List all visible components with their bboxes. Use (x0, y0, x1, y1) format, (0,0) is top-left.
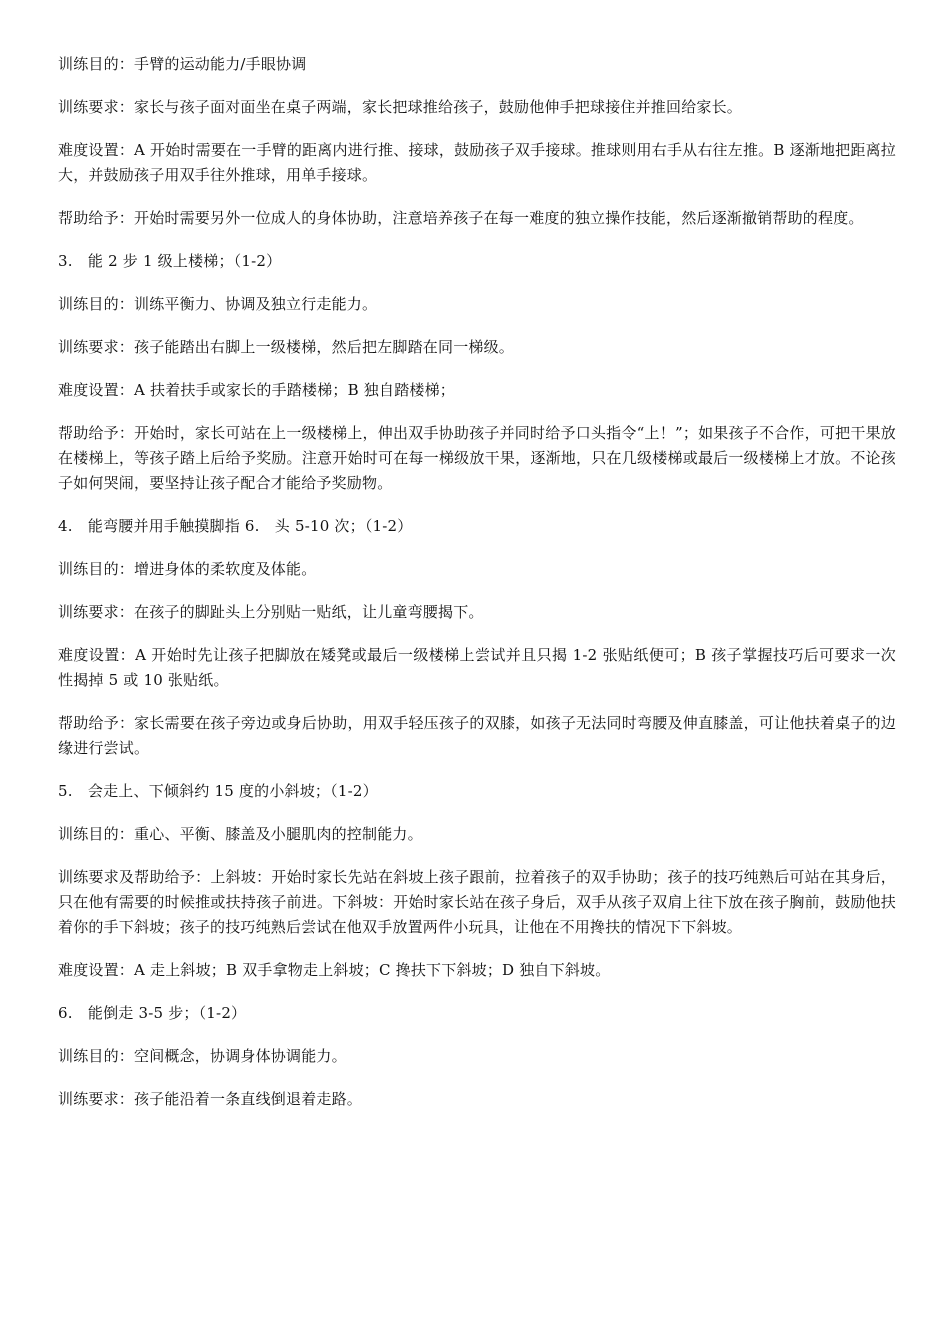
document-page (58, 52, 896, 1130)
paragraph-stairs-requirement: 训练要求：孩子能踏出右脚上一级楼梯，然后把左脚踏在同一梯级。 (58, 338, 515, 356)
paragraph-stairs-difficulty: 难度设置：A 扶着扶手或家长的手踏楼梯；B 独自踏楼梯； (58, 381, 455, 399)
item-heading-6-backward: 6. 能倒走 3-5 步；（1-2） (58, 1004, 247, 1022)
paragraph-toes-requirement: 训练要求：在孩子的脚趾头上分别贴一贴纸，让儿童弯腰揭下。 (58, 603, 484, 621)
paragraph-slope-requirement-help: 训练要求及帮助给予：上斜坡：开始时家长先站在斜坡上孩子跟前，拉着孩子的双手协助；孩子的技巧纯熟后可站在其身后，只在他有需要的时候推或扶持孩子前进。下斜坡：开始时家长站在孩子身后，双手从孩子双肩上往下放在孩子胸前，鼓励他扶着你的手下斜坡；孩子的技巧纯熟后尝试在他双手放置两件小玩具，让他在不用搀扶的情况下下斜坡。 (58, 868, 896, 936)
item-heading-5-slope: 5. 会走上、下倾斜约 15 度的小斜坡；（1-2） (58, 782, 378, 800)
paragraph-stairs-goal: 训练目的：训练平衡力、协调及独立行走能力。 (58, 295, 378, 313)
item-heading-3-stairs: 3. 能 2 步 1 级上楼梯；（1-2） (58, 252, 282, 270)
paragraph-arm-training-requirement: 训练要求：家长与孩子面对面坐在桌子两端，家长把球推给孩子，鼓励他伸手把球接住并推回给家长。 (58, 98, 743, 116)
paragraph-backward-goal: 训练目的：空间概念，协调身体协调能力。 (58, 1047, 347, 1065)
paragraph-toes-goal: 训练目的：增进身体的柔软度及体能。 (58, 560, 317, 578)
item-heading-4-toes: 4. 能弯腰并用手触摸脚指 6. 头 5-10 次；（1-2） (58, 517, 413, 535)
paragraph-backward-requirement: 训练要求：孩子能沿着一条直线倒退着走路。 (58, 1090, 363, 1108)
paragraph-stairs-help: 帮助给予：开始时，家长可站在上一级楼梯上，伸出双手协助孩子并同时给予口头指令“上！”；如果孩子不合作，可把干果放在楼梯上，等孩子踏上后给予奖励。注意开始时可在每一梯级放干果，逐渐地，只在几级楼梯或最后一级楼梯上才放。不论孩子如何哭闹，要坚持让孩子配合才能给予奖励物。 (58, 424, 896, 492)
paragraph-toes-help: 帮助给予：家长需要在孩子旁边或身后协助，用双手轻压孩子的双膝，如孩子无法同时弯腰及伸直膝盖，可让他扶着桌子的边缘进行尝试。 (58, 714, 896, 757)
paragraph-arm-difficulty: 难度设置：A 开始时需要在一手臂的距离内进行推、接球，鼓励孩子双手接球。推球则用右手从右往左推。B 逐渐地把距离拉大，并鼓励孩子用双手往外推球，用单手接球。 (58, 141, 896, 184)
paragraph-slope-difficulty: 难度设置：A 走上斜坡；B 双手拿物走上斜坡；C 搀扶下下斜坡；D 独自下斜坡。 (58, 961, 611, 979)
paragraph-arm-help: 帮助给予：开始时需要另外一位成人的身体协助，注意培养孩子在每一难度的独立操作技能，然后逐渐撤销帮助的程度。 (58, 209, 864, 227)
paragraph-slope-goal: 训练目的：重心、平衡、膝盖及小腿肌肉的控制能力。 (58, 825, 423, 843)
paragraph-arm-training-goal: 训练目的：手臂的运动能力/手眼协调 (58, 55, 307, 73)
paragraph-toes-difficulty: 难度设置：A 开始时先让孩子把脚放在矮凳或最后一级楼梯上尝试并且只揭 1-2 张贴纸便可；B 孩子掌握技巧后可要求一次性揭掉 5 或 10 张贴纸。 (58, 646, 896, 689)
